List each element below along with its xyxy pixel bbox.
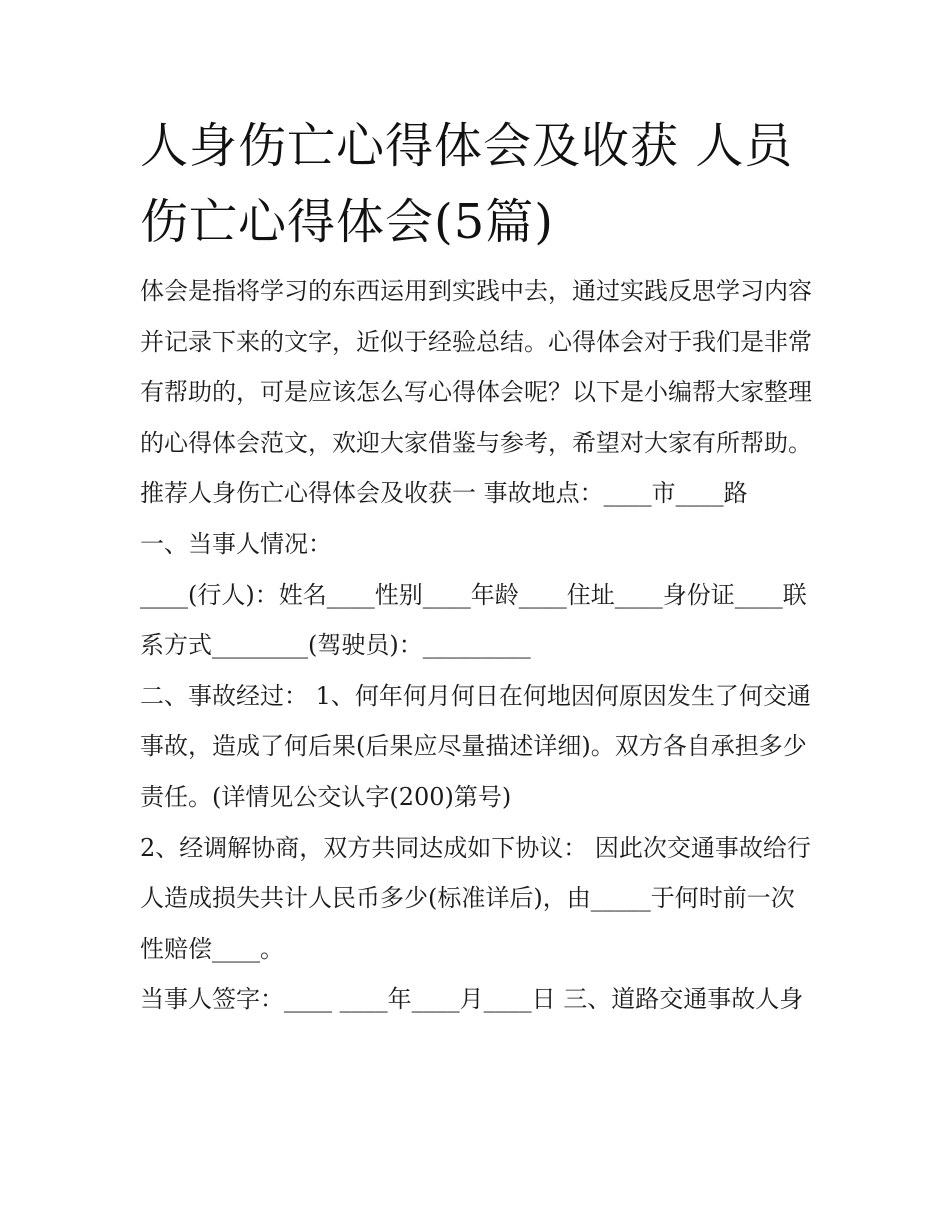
- signature-line: 当事人签字：____ ____年____月____日 三、道路交通事故人身: [140, 985, 804, 1014]
- section-accident-process: 二、事故经过： 1、何年何月何日在何地因何原因发生了何交通事故，造成了何后果(后果应尽量描述详细)。双方各自承担多少责任。(详情见公交认字(200)第号): [140, 681, 811, 811]
- agreement-paragraph: 2、经调解协商，双方共同达成如下协议： 因此次交通事故给行人造成损失共计人民币多少(标准详后)，由_____于何时前一次性赔偿____。: [140, 833, 811, 963]
- document-title: 人身伤亡心得体会及收获 人员伤亡心得体会(5篇): [140, 118, 794, 250]
- parties-details: ____(行人)：姓名____性别____年龄____住址____身份证____联系方式________(驾驶员)：_________: [140, 580, 807, 660]
- intro-paragraph: 体会是指将学习的东西运用到实践中去，通过实践反思学习内容并记录下来的文字，近似于经验总结。心得体会对于我们是非常有帮助的，可是应该怎么写心得体会呢？以下是小编帮大家整理的心得体会范文，欢迎大家借鉴与参考，希望对大家有所帮助。: [140, 277, 812, 457]
- document-body: [140, 266, 812, 1025]
- recommendation-heading: 推荐人身伤亡心得体会及收获一 事故地点：____市____路: [140, 479, 748, 508]
- section-parties-heading: 一、当事人情况：: [140, 529, 332, 558]
- document-page: [140, 108, 812, 1025]
